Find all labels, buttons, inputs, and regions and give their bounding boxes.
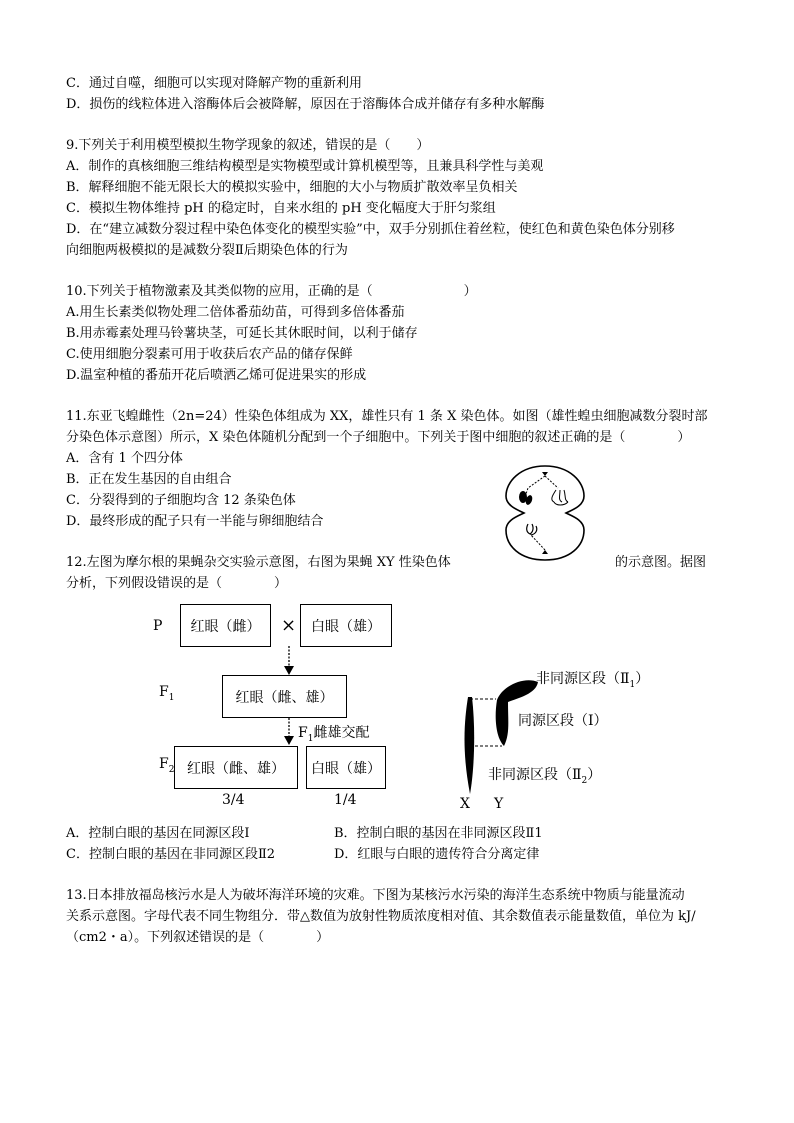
- q9-option-a: A．制作的真核细胞三维结构模型是实物模型或计算机模型等，且兼具科学性与美观: [66, 159, 544, 174]
- q12-option-d: D．红眼与白眼的遗传符合分离定律: [334, 847, 540, 862]
- x-chromosome-label: X: [460, 796, 470, 812]
- generation-f1-label: $F_1$: [159, 684, 175, 703]
- f1-box: 红眼（雌、雄）: [222, 675, 347, 718]
- q11-stem-line1: 11.东亚飞蝗雌性（2n=24）性染色体组成为 XX，雄性只有 1 条 X 染色体。如图（雄性蝗虫细胞减数分裂时部: [66, 409, 708, 424]
- q11-option-d: D．最终形成的配子只有一半能与卵细胞结合: [66, 514, 324, 529]
- generation-p-label: P: [153, 618, 163, 634]
- q9-option-d-line2: 向细胞两极模拟的是减数分裂Ⅱ后期染色体的行为: [66, 243, 348, 258]
- q11-option-b: B．正在发生基因的自由组合: [66, 472, 232, 487]
- nonhomologous-segment-1-label: 非同源区段$(Ⅱ_1)$: [536, 671, 650, 690]
- f2-red-box: 红眼（雌、雄）: [174, 746, 298, 789]
- arrow-p-to-f1: [283, 646, 295, 676]
- f1-mating-label: $F_1$雌雄交配: [298, 725, 370, 744]
- q11-stem-line2: 分染色体示意图）所示，X 染色体随机分配到一个子细胞中。下列关于图中细胞的叙述正确的是（ ）: [66, 430, 691, 445]
- q11-option-a: A．含有 1 个四分体: [66, 451, 183, 466]
- nonhomologous-segment-2-label: 非同源区段$(Ⅱ_2)$: [488, 767, 602, 786]
- q12-option-c: C．控制白眼的基因在非同源区段Ⅱ2: [66, 847, 276, 862]
- q10-option-c: C.使用细胞分裂素可用于收获后农产品的储存保鲜: [66, 347, 353, 362]
- q12-option-a: A．控制白眼的基因在同源区段Ⅰ: [66, 826, 250, 841]
- q9-option-c: C．模拟生物体维持 pH 的稳定时，自来水组的 pH 变化幅度大于肝匀浆组: [66, 201, 496, 216]
- q12-stem-line2: 分析，下列假设错误的是（ ）: [66, 576, 288, 591]
- q10-option-a: A.用生长素类似物处理二倍体番茄幼苗，可得到多倍体番茄: [66, 305, 405, 320]
- q10-stem: 10.下列关于植物激素及其类似物的应用，正确的是（ ）: [66, 284, 477, 299]
- q8-option-c: C．通过自噬，细胞可以实现对降解产物的重新利用: [66, 76, 362, 91]
- y-chromosome-label: Y: [494, 796, 504, 812]
- q12-option-b: B．控制白眼的基因在非同源区段Ⅱ1: [334, 826, 543, 841]
- generation-f2-label: $F_2$: [159, 756, 175, 775]
- q10-option-d: D.温室种植的番茄开花后喷洒乙烯可促进果实的形成: [66, 368, 367, 383]
- p-female-box: 红眼（雌）: [180, 604, 271, 647]
- q10-option-b: B.用赤霉素处理马铃薯块茎，可延长其休眠时间，以利于储存: [66, 326, 418, 341]
- q9-option-b: B．解释细胞不能无限长大的模拟实验中，细胞的大小与物质扩散效率呈负相关: [66, 180, 518, 195]
- q13-stem-line3: （cm2・a）。下列叙述错误的是（ ）: [66, 930, 330, 945]
- f2-white-box: 白眼（雄）: [306, 746, 386, 789]
- q9-option-d-line1: D．在“建立减数分裂过程中染色体变化的模型实验”中，双手分别抓住着丝粒，使红色和黄色染色体分别移: [66, 222, 675, 237]
- q8-option-d: D．损伤的线粒体进入溶酶体后会被降解，原因在于溶酶体合成并储存有多种水解酶: [66, 97, 545, 112]
- arrow-f1-to-f2: [283, 718, 295, 746]
- q13-stem-line2: 关系示意图。字母代表不同生物组分．带△数值为放射性物质浓度相对值、其余数值表示能量数值，单位为 kJ/: [66, 909, 696, 924]
- meiosis-cell-figure: [500, 462, 590, 564]
- ratio-white: 1/4: [334, 792, 357, 808]
- q13-stem-line1: 13.日本排放福岛核污水是人为破坏海洋环境的灾难。下图为某核污水污染的海洋生态系统中物质与能量流动: [66, 888, 685, 903]
- p-male-box: 白眼（雄）: [300, 604, 392, 647]
- homologous-segment-label: 同源区段（Ⅰ）: [518, 713, 608, 729]
- q9-stem: 9.下列关于利用模型模拟生物学现象的叙述，错误的是（ ）: [66, 138, 430, 153]
- q11-option-c: C．分裂得到的子细胞均含 12 条染色体: [66, 493, 296, 508]
- q12-stem-line1b: 的示意图。据图: [615, 555, 707, 570]
- cross-symbol: ×: [281, 615, 297, 636]
- q12-stem-line1a: 12.左图为摩尔根的果蝇杂交实验示意图，右图为果蝇 XY 性染色体: [66, 555, 451, 570]
- ratio-red: 3/4: [222, 792, 245, 808]
